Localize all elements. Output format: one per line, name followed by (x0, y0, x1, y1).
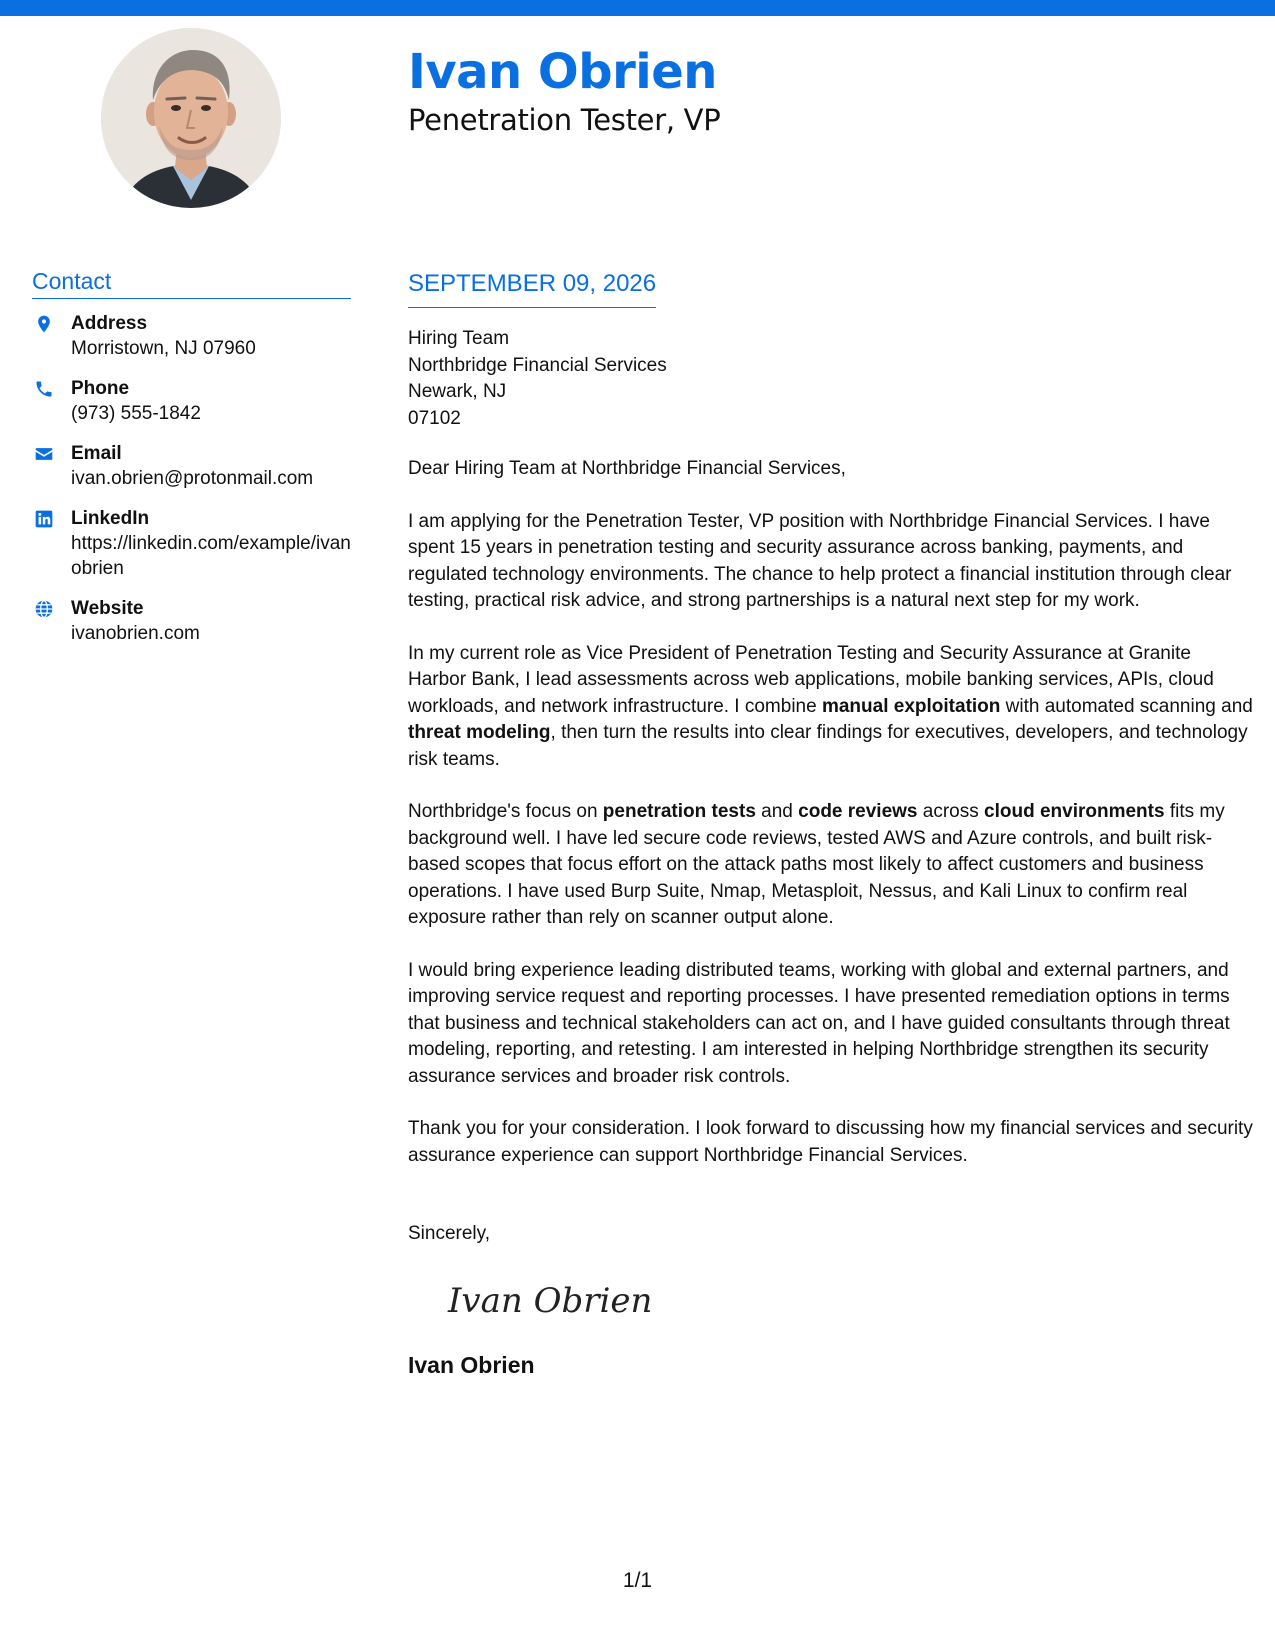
linkedin-icon (34, 509, 54, 529)
emphasis-text: manual exploitation (821, 695, 1001, 717)
paragraph-3 (408, 799, 1253, 932)
paragraph-text: Northbridge's focus on (408, 801, 603, 822)
letter-date: SEPTEMBER 09, 2026 (408, 270, 657, 297)
signature-text: Ivan Obrien (448, 1280, 653, 1321)
contact-label: Phone (71, 378, 130, 399)
closing: Sincerely, (408, 1223, 491, 1244)
contact-value[interactable]: ivanobrien.com (71, 623, 200, 644)
paragraph-text: across (917, 801, 985, 822)
signature-image (444, 1270, 674, 1330)
date-underline (408, 266, 656, 308)
signed-name: Ivan Obrien (408, 1351, 535, 1378)
paragraph-text: fits my background well. I have led secure code reviews, tested AWS and Azure controls, and built risk-based scopes that focus effort on the attack paths most likely to affect customers and business operations. I have used Burp Suite, Nmap, Metasploit, Nessus, and Kali Linux to confirm real exposure rather than rely on scanner output alone. (408, 801, 1225, 928)
salutation: Dear Hiring Team at Northbridge Financial Services, (408, 458, 846, 479)
emphasis-text: code reviews (798, 801, 918, 822)
paragraph-text: In my current role as Vice President of Penetration Testing and Security Assurance at Granite Harbor Bank, I lead assessments across web applications, mobile banking services, APIs, cloud workloads, and network infrastructure. I combine (408, 642, 1214, 717)
emphasis-text: penetration tests (602, 801, 756, 822)
contact-value: ivan.obrien@protonmail.com (71, 468, 314, 489)
contact-item-address (32, 311, 351, 361)
paragraph-5: Thank you for your consideration. I look forward to discussing how my financial services and security assurance experience can support Northbridge Financial Services. (408, 1118, 1253, 1166)
paragraph-text: and (755, 801, 799, 822)
contact-sidebar (32, 266, 351, 661)
contact-value: (973) 555-1842 (71, 403, 201, 424)
contact-value: Morristown, NJ 07960 (71, 338, 256, 359)
recipient-line: Newark, NJ (408, 381, 507, 402)
page-number: 1/1 (622, 1569, 653, 1592)
paragraph-2 (408, 641, 1253, 774)
candidate-name: Ivan Obrien (408, 44, 717, 100)
contact-item-phone (32, 376, 351, 426)
contact-heading: Contact (32, 266, 351, 299)
profile-photo-illustration (101, 28, 281, 208)
map-pin-icon (34, 314, 54, 334)
paragraph-4: I would bring experience leading distributed teams, working with global and external partners, and improving service request and reporting processes. I have presented remediation options in terms that business and technical stakeholders can act on, and I have guided consultants through threat modeling, reporting, and retesting. I am interested in helping Northbridge strengthen its security assurance services and broader risk controls. (408, 959, 1230, 1087)
paragraph-text: with automated scanning and (1000, 695, 1253, 717)
recipient-line: 07102 (408, 407, 461, 429)
emphasis-text: cloud environments (984, 801, 1165, 822)
contact-item-website (32, 596, 351, 646)
contact-label: Website (71, 598, 144, 619)
envelope-icon (34, 444, 54, 464)
letter-body (408, 266, 1253, 1380)
candidate-title: Penetration Tester, VP (408, 103, 721, 137)
paragraph-text: , then turn the results into clear findings for executives, developers, and technology risk teams. (408, 722, 1248, 770)
recipient-line: Hiring Team (408, 328, 510, 349)
header (408, 42, 720, 138)
contact-label: Email (71, 443, 122, 464)
contact-item-email (32, 441, 351, 491)
paragraph-1: I am applying for the Penetration Tester, VP position with Northbridge Financial Services. I have spent 15 years in penetration testing and security assurance across banking, payments, and regulated technology environments. The chance to help protect a financial institution through clear testing, practical risk advice, and strong partnerships is a natural next step for my work. (408, 510, 1232, 611)
contact-value[interactable]: https://linkedin.com/example/ivanobrien (71, 533, 351, 579)
handwritten-signature (444, 1270, 1253, 1330)
profile-photo (101, 28, 281, 208)
recipient-line: Northbridge Financial Services (408, 354, 667, 376)
globe-icon (34, 599, 54, 619)
contact-list (32, 311, 351, 646)
top-accent-bar (0, 0, 1275, 16)
contact-item-linkedin (32, 506, 351, 581)
contact-label: Address (71, 313, 148, 334)
emphasis-text: threat modeling (408, 722, 551, 743)
contact-label: LinkedIn (71, 508, 150, 529)
recipient-block (408, 326, 1253, 432)
phone-icon (34, 379, 54, 399)
